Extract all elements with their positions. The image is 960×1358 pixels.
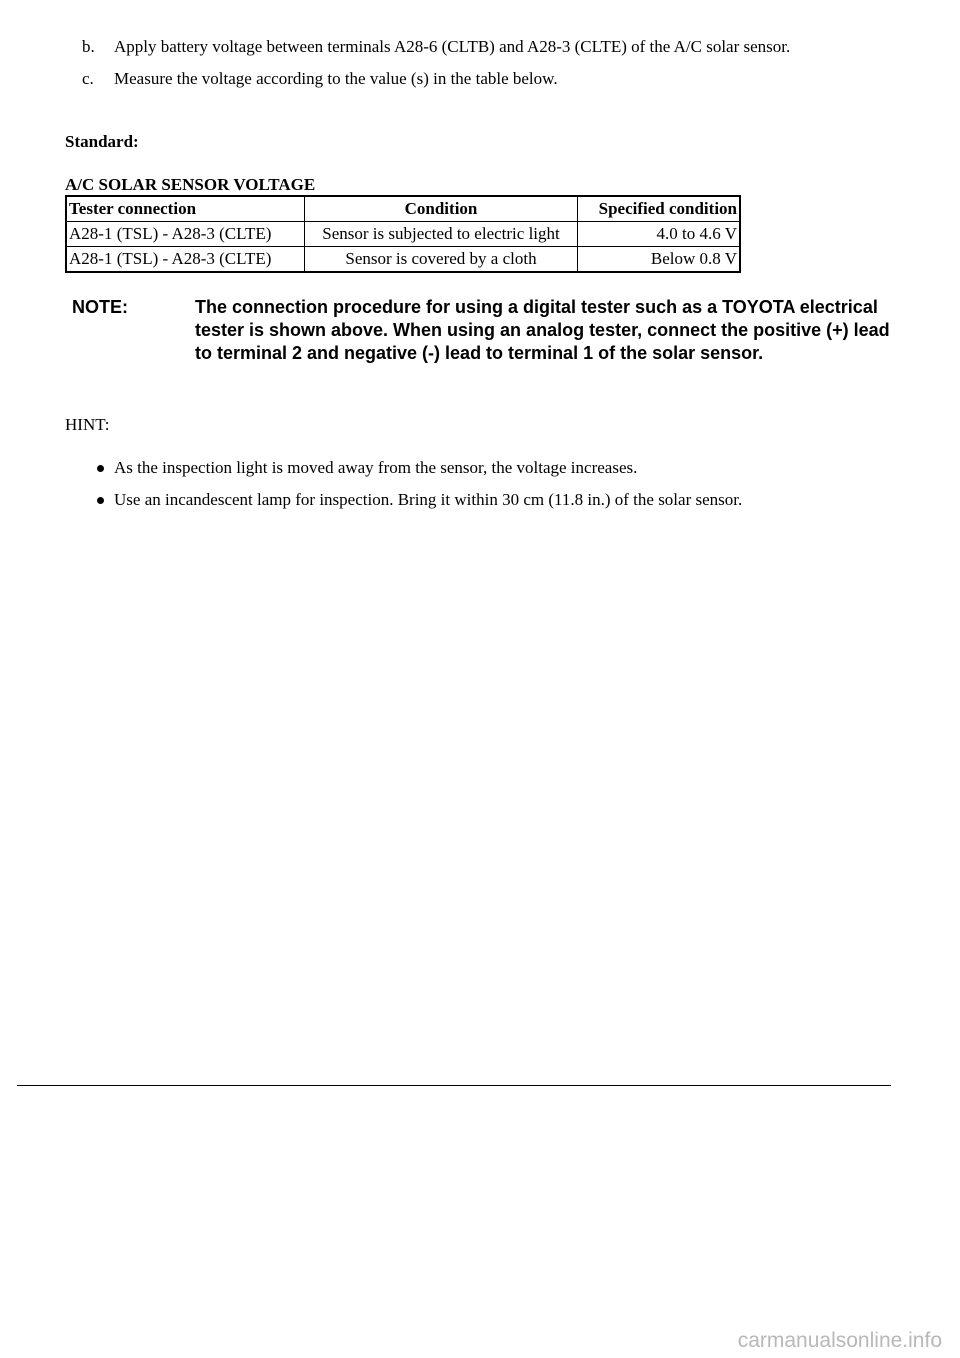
step-marker: b. <box>82 37 95 56</box>
step-item <box>82 36 882 58</box>
cell-condition: Sensor is covered by a cloth <box>305 247 578 273</box>
note-label: NOTE: <box>72 297 128 317</box>
hint-text: As the inspection light is moved away from the sensor, the voltage increases. <box>114 458 638 477</box>
note-text: The connection procedure for using a digital tester such as a TOYOTA electrical tester is shown above. When using an analog tester, connect the positive (+) lead to terminal 2 and negative (-) lead to terminal 1 of the solar sensor. <box>195 297 890 363</box>
procedure-steps <box>82 36 882 100</box>
cell-tester-connection: A28-1 (TSL) - A28-3 (CLTE) <box>66 247 305 273</box>
column-header-specified-condition: Specified condition <box>578 196 741 222</box>
hint-list <box>97 457 897 521</box>
note-block <box>72 296 892 365</box>
table-title: A/C SOLAR SENSOR VOLTAGE <box>65 175 316 194</box>
voltage-spec-table <box>65 195 741 273</box>
column-header-condition: Condition <box>305 196 578 222</box>
list-item <box>97 489 897 511</box>
step-text: Apply battery voltage between terminals A28-6 (CLTB) and A28-3 (CLTE) of the A/C solar sensor. <box>114 37 791 56</box>
step-marker: c. <box>82 69 94 88</box>
column-header-tester-connection: Tester connection <box>66 196 305 222</box>
standard-label: Standard: <box>65 132 139 151</box>
horizontal-divider <box>17 1085 891 1086</box>
table-header-row <box>66 196 740 222</box>
table-row <box>66 247 740 273</box>
watermark: carmanualsonline.info <box>737 1329 942 1352</box>
cell-condition: Sensor is subjected to electric light <box>305 222 578 247</box>
cell-tester-connection: A28-1 (TSL) - A28-3 (CLTE) <box>66 222 305 247</box>
hint-text: Use an incandescent lamp for inspection. Bring it within 30 cm (11.8 in.) of the solar sensor. <box>114 490 743 509</box>
list-item <box>97 457 897 479</box>
table-row <box>66 222 740 247</box>
bullet-icon <box>97 465 104 472</box>
step-item <box>82 68 882 90</box>
bullet-icon <box>97 497 104 504</box>
cell-specified-condition: Below 0.8 V <box>578 247 741 273</box>
cell-specified-condition: 4.0 to 4.6 V <box>578 222 741 247</box>
hint-label: HINT: <box>65 415 110 434</box>
step-text: Measure the voltage according to the value (s) in the table below. <box>114 69 558 88</box>
